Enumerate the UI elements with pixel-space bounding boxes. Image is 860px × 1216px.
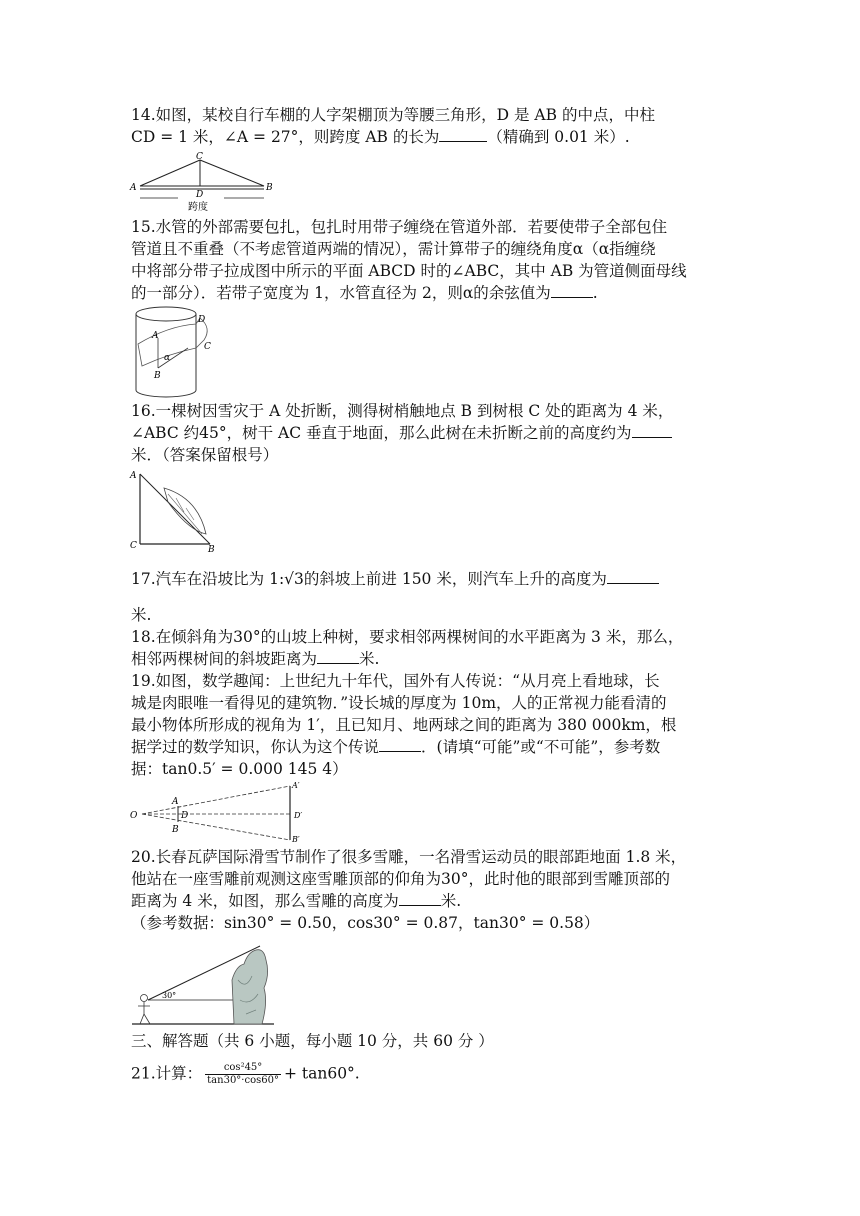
q19-line-1: 19.如图，数学趣闻：上世纪九十年代，国外有人传说：“从月亮上看地球，长 [131, 672, 660, 690]
q20-line-1: 20.长春瓦萨国际滑雪节制作了很多雪雕，一名滑雪运动员的眼部距地面 1.8 米， [131, 848, 687, 866]
q14-label-c: C [196, 152, 203, 162]
q16-label-a: A [130, 471, 137, 481]
answer-blank [439, 127, 487, 142]
question-17 [131, 568, 731, 626]
q15-label-d: D [198, 315, 206, 325]
q15-line-4: 的一部分）．若带子宽度为 1，水管直径为 2，则α的余弦值为 . [131, 284, 598, 302]
q15-line-2: 管道且不重叠（不考虑管道两端的情况），需计算带子的缠绕角度α（α指缠绕 [131, 240, 656, 258]
q14-label-d: D [196, 190, 204, 200]
q17-line-2: 米. [131, 606, 152, 624]
section-3-header [131, 1030, 731, 1052]
q16-line-3: 米．（答案保留根号） [131, 446, 279, 464]
answer-blank [379, 737, 421, 752]
q16-line-2: ∠ABC 约45°，树干 AC 垂直于地面，那么此树在未折断之前的高度约为 [131, 422, 731, 444]
q15-label-alpha: α [164, 353, 171, 363]
q15-pipe-figure [128, 304, 228, 400]
q20-line-4: （参考数据：sin30° = 0.50，cos30° = 0.87，tan30° = 0.58） [131, 914, 600, 932]
question-21 [131, 1062, 731, 1092]
q14-truss-figure [128, 150, 278, 216]
q14-label-span: 跨度 [188, 202, 208, 213]
q15-line-1: 15.水管的外部需要包扎，包扎时用带子缠绕在管道外部．若要使带子全部包住 [131, 218, 668, 236]
q19-line-4: 据学过的数学知识，你认为这个传说 ．(请填“可能”或“不可能”，参考数 [131, 738, 661, 756]
q18-line-1: 18.在倾斜角为30°的山坡上种树，要求相邻两棵树间的水平距离为 3 米，那么， [131, 628, 684, 646]
q21-numerator: cos²45° [205, 1062, 281, 1075]
answer-blank [607, 569, 659, 584]
q14-label-b: B [266, 183, 273, 193]
q19-line-3: 最小物体所形成的视角为 1′，且已知月、地两球之间的距离为 380 000km，根 [131, 716, 677, 734]
q16-label-b: B [208, 545, 215, 554]
q21-denominator: tan30°·cos60° [207, 1075, 279, 1086]
q21-line-1: 21.计算： $\frac{\text{cos²45°}}{\tan 30^\circ\cdot\cos 60^\circ}$ + tan60°. [131, 1062, 360, 1086]
answer-blank [551, 283, 593, 298]
q19-angle-figure [128, 780, 318, 844]
q16-label-c: C [130, 541, 137, 551]
q18-line-2: 相邻两棵树间的斜坡距离为 米. [131, 650, 380, 668]
q19-label-d: D [181, 811, 189, 821]
q14-label-a: A [130, 183, 137, 193]
answer-blank [399, 891, 441, 906]
q16-line-1: 16.一棵树因雪灾于 A 处折断，测得树梢触地点 B 到树根 C 处的距离为 4 米， [131, 402, 674, 420]
q17-line-1: 17.汽车在沿坡比为 1:√3的斜坡上前进 150 米，则汽车上升的高度为 [131, 568, 731, 590]
q15-line-3: 中将部分带子拉成图中所示的平面 ABCD 时的∠ABC，其中 AB 为管道侧面母线 [131, 262, 687, 280]
answer-blank [632, 423, 672, 438]
question-18 [131, 626, 731, 670]
question-20 [131, 846, 731, 934]
q19-label-a-prime: A′ [292, 781, 300, 790]
q19-line-2: 城是肉眼唯一看得见的建筑物．”设长城的厚度为 10m，人的正常视力能看清的 [131, 694, 667, 712]
question-19 [131, 670, 731, 780]
q16-tree-figure [128, 468, 228, 554]
q14-line-1: 14.如图，某校自行车棚的人字架棚顶为等腰三角形，D 是 AB 的中点，中柱 [131, 106, 655, 124]
q21-fraction [205, 1062, 281, 1087]
section-3-title: 三、解答题（共 6 小题，每小题 10 分，共 60 分 ） [131, 1032, 494, 1050]
q19-label-b-prime: B′ [292, 835, 300, 844]
answer-blank [317, 649, 359, 664]
question-16 [131, 400, 731, 466]
q15-label-c: C [204, 342, 211, 352]
q15-label-a: A [152, 331, 159, 341]
q20-snow-sculpture-figure [128, 940, 278, 1030]
q20-line-3: 距离为 4 米，如图，那么雪雕的高度为 米. [131, 892, 462, 910]
q19-label-o: O [130, 811, 138, 821]
question-14 [131, 104, 731, 148]
q19-label-d-prime: D′ [294, 811, 303, 820]
q14-line-2: CD = 1 米，∠A = 27°，则跨度 AB 的长为 （精确到 0.01 米）. [131, 128, 630, 146]
question-15 [131, 216, 731, 304]
q20-angle-label: 30° [162, 991, 177, 1000]
q19-line-5: 据：tan0.5′ = 0.000 145 4） [131, 760, 348, 778]
q19-label-b: B [172, 825, 179, 835]
q20-line-2: 他站在一座雪雕前观测这座雪雕顶部的仰角为30°，此时他的眼部到雪雕顶部的 [131, 870, 670, 888]
q19-label-a: A [172, 797, 179, 807]
q15-label-b: B [154, 371, 161, 381]
